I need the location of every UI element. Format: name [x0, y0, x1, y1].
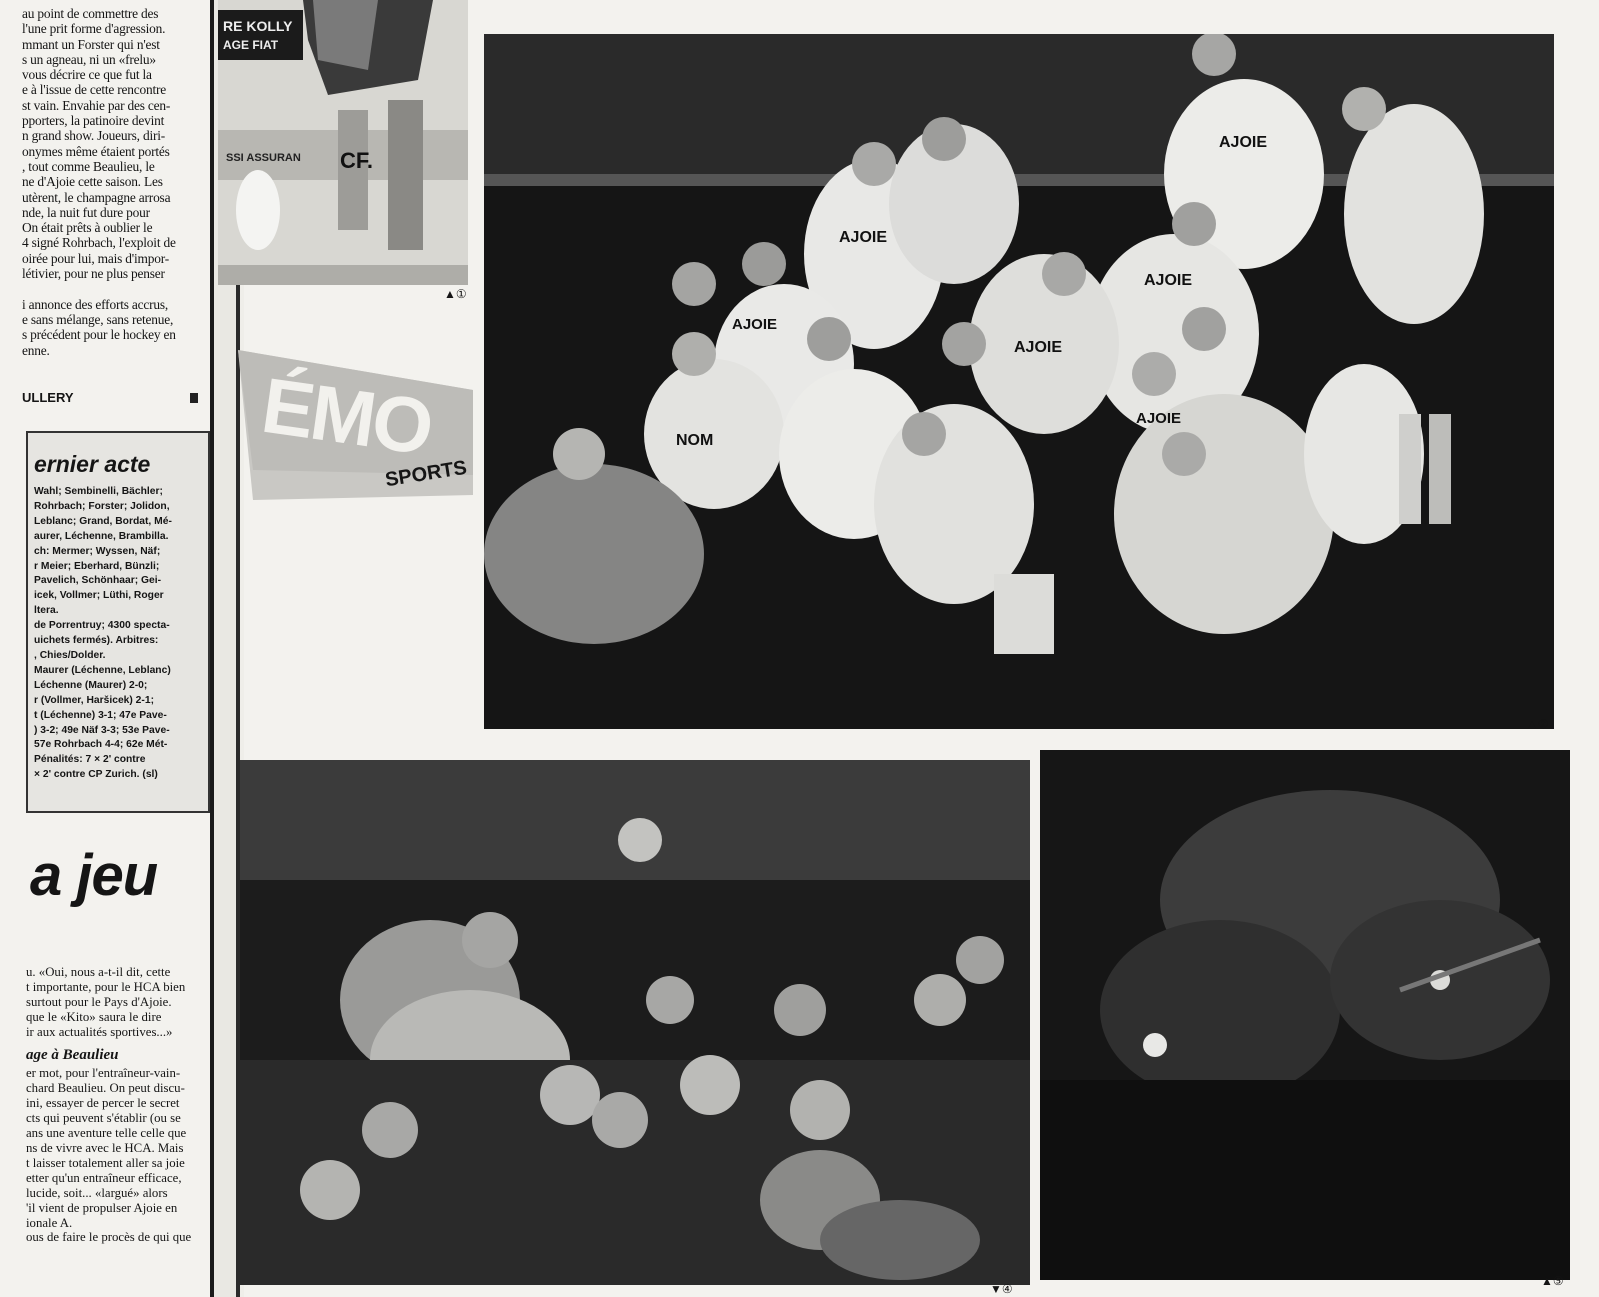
text-line: ltera. [34, 605, 59, 617]
text-line: que le «Kito» saura le dire [26, 1009, 162, 1024]
text-line: ionale A. [26, 1215, 73, 1230]
text-line: s un agneau, ni un «frelu» [22, 51, 156, 67]
text-line: nde, la nuit fut dure pour [22, 204, 150, 220]
text-line: 'il vient de propulser Ajoie en [26, 1200, 178, 1215]
text-line: enne. [22, 342, 50, 358]
article-end-mark [190, 393, 198, 403]
author-byline: ULLERY [22, 390, 74, 405]
text-line: ns de vivre avec le HCA. Mais [26, 1140, 184, 1155]
photo-2-caption: ▲② [1526, 717, 1549, 731]
text-line: oirée pour lui, mais d'impor- [22, 250, 169, 266]
match-summary-box [26, 431, 210, 813]
text-line: lucide, soit... «largué» alors [26, 1185, 168, 1200]
match-summary-body [34, 485, 206, 783]
lower-article-text [26, 965, 216, 1245]
text-line: n grand show. Joueurs, diri- [22, 128, 166, 144]
photo-2-image [484, 34, 1554, 729]
text-line: Pavelich, Schönhaar; Gei- [34, 575, 162, 587]
text-line: i annonce des efforts accrus, [22, 296, 169, 312]
text-line: , tout comme Beaulieu, le [22, 158, 155, 174]
jersey-text-1: AJOIE [839, 229, 888, 246]
photo-2-team-celebration [484, 34, 1554, 729]
text-line: t importante, pour le HCA bien [26, 979, 186, 994]
text-line: 57e Rohrbach 4-4; 62e Mét- [34, 739, 168, 751]
text-line [22, 281, 208, 296]
text-line: e à l'issue de cette rencontre [22, 82, 167, 98]
text-line: Wahl; Sembinelli, Bächler; [34, 486, 163, 497]
text-line: , Chies/Dolder. [34, 649, 106, 661]
text-line: létivier, pour ne plus penser [22, 266, 165, 282]
text-line: ini, essayer de percer le secret [26, 1096, 180, 1111]
text-line: Pénalités: 7 × 2' contre [34, 754, 146, 766]
photo-5-night [1040, 750, 1570, 1280]
photo-1-caption: ▲① [444, 287, 467, 301]
text-line: Rohrbach; Forster; Jolidon, [34, 500, 170, 512]
text-line: ir aux actualités sportives...» [26, 1024, 173, 1039]
subhead: age à Beaulieu [26, 1047, 119, 1063]
text-line: ch: Mermer; Wyssen, Näf; [34, 545, 161, 557]
text-line: ) 3-2; 49e Näf 3-3; 53e Pave- [34, 724, 170, 736]
match-summary-title: ernier acte [34, 451, 151, 477]
text-line: t (Léchenne) 3-1; 47e Pave- [34, 709, 167, 721]
text-line: ous de faire le procès de qui que [26, 1230, 192, 1245]
photo-4-image [240, 760, 1030, 1285]
text-line: On était prêts à oublier le [22, 220, 153, 236]
photo-5-caption: ▲⑤ [1541, 1274, 1564, 1288]
photo-1-sponsor-text-2: CF. [340, 148, 373, 173]
text-line: ans une aventure telle celle que [26, 1126, 187, 1141]
text-line: u. «Oui, nous a-t-il dit, cette [26, 965, 171, 979]
text-line: etter qu'un entraîneur efficace, [26, 1170, 182, 1185]
text-line: r (Vollmer, Haršicek) 2-1; [34, 694, 154, 706]
photo-1-sponsor-text: SSI ASSURAN [226, 152, 301, 164]
jersey-text-3: AJOIE [1144, 272, 1193, 289]
text-line: ne d'Ajoie cette saison. Les [22, 174, 163, 190]
photo-4-caption: ▼④ [990, 1282, 1013, 1296]
text-line: Léchenne (Maurer) 2-0; [34, 679, 148, 691]
left-article-text [22, 6, 208, 358]
text-line: mmant un Forster qui n'est [22, 36, 160, 52]
jersey-text-4: AJOIE [1014, 339, 1063, 356]
photo-1 [218, 0, 468, 285]
text-line: er mot, pour l'entraîneur-vain- [26, 1066, 181, 1081]
text-line: t laisser totalement aller sa joie [26, 1155, 185, 1170]
logo-big-text: ÉMO [256, 360, 437, 472]
photo-1-banner-text: RE KOLLY [223, 18, 293, 34]
text-line: s précédent pour le hockey en [22, 327, 176, 343]
text-line: Maurer (Léchenne, Leblanc) [34, 664, 171, 676]
text-line: icek, Vollmer; Lüthi, Roger [34, 590, 164, 602]
text-line: au point de commettre des [22, 6, 159, 21]
text-line: cts qui peuvent s'établir (ou se [26, 1111, 181, 1126]
text-line: l'une prit forme d'agression. [22, 21, 166, 37]
text-line: surtout pour le Pays d'Ajoie. [26, 994, 172, 1009]
text-line: vous décrire ce que fut la [22, 67, 152, 83]
photo-5-image [1040, 750, 1570, 1280]
text-line: e sans mélange, sans retenue, [22, 311, 174, 327]
jersey-text-7: AJOIE [1136, 410, 1182, 427]
text-line: utèrent, le champagne arrosa [22, 189, 171, 205]
text-line: × 2' contre CP Zurich. (sl) [34, 769, 158, 781]
text-line: de Porrentruy; 4300 specta- [34, 620, 170, 632]
text-line: Leblanc; Grand, Bordat, Mé- [34, 515, 172, 527]
logo-sports-text: SPORTS [383, 456, 469, 492]
text-line: 4 signé Rohrbach, l'exploit de [22, 235, 176, 251]
text-line: aurer, Léchenne, Brambilla. [34, 530, 169, 542]
photo-4-crowd [240, 760, 1030, 1285]
text-line: r Meier; Eberhard, Bünzli; [34, 560, 160, 572]
jersey-text-5: AJOIE [732, 316, 778, 333]
article-headline: a jeu [30, 843, 158, 908]
text-line: pporters, la patinoire devint [22, 113, 165, 129]
text-line: st vain. Envahie par des cen- [22, 97, 171, 113]
text-line: uichets fermés). Arbitres: [34, 635, 159, 647]
jersey-text-6: NOM [676, 432, 714, 449]
photo-1-banner-text-2: AGE FIAT [223, 38, 279, 52]
jersey-text-2: AJOIE [1219, 134, 1268, 151]
text-line: chard Beaulieu. On peut discu- [26, 1081, 185, 1096]
text-line: onymes même étaient portés [22, 143, 170, 159]
